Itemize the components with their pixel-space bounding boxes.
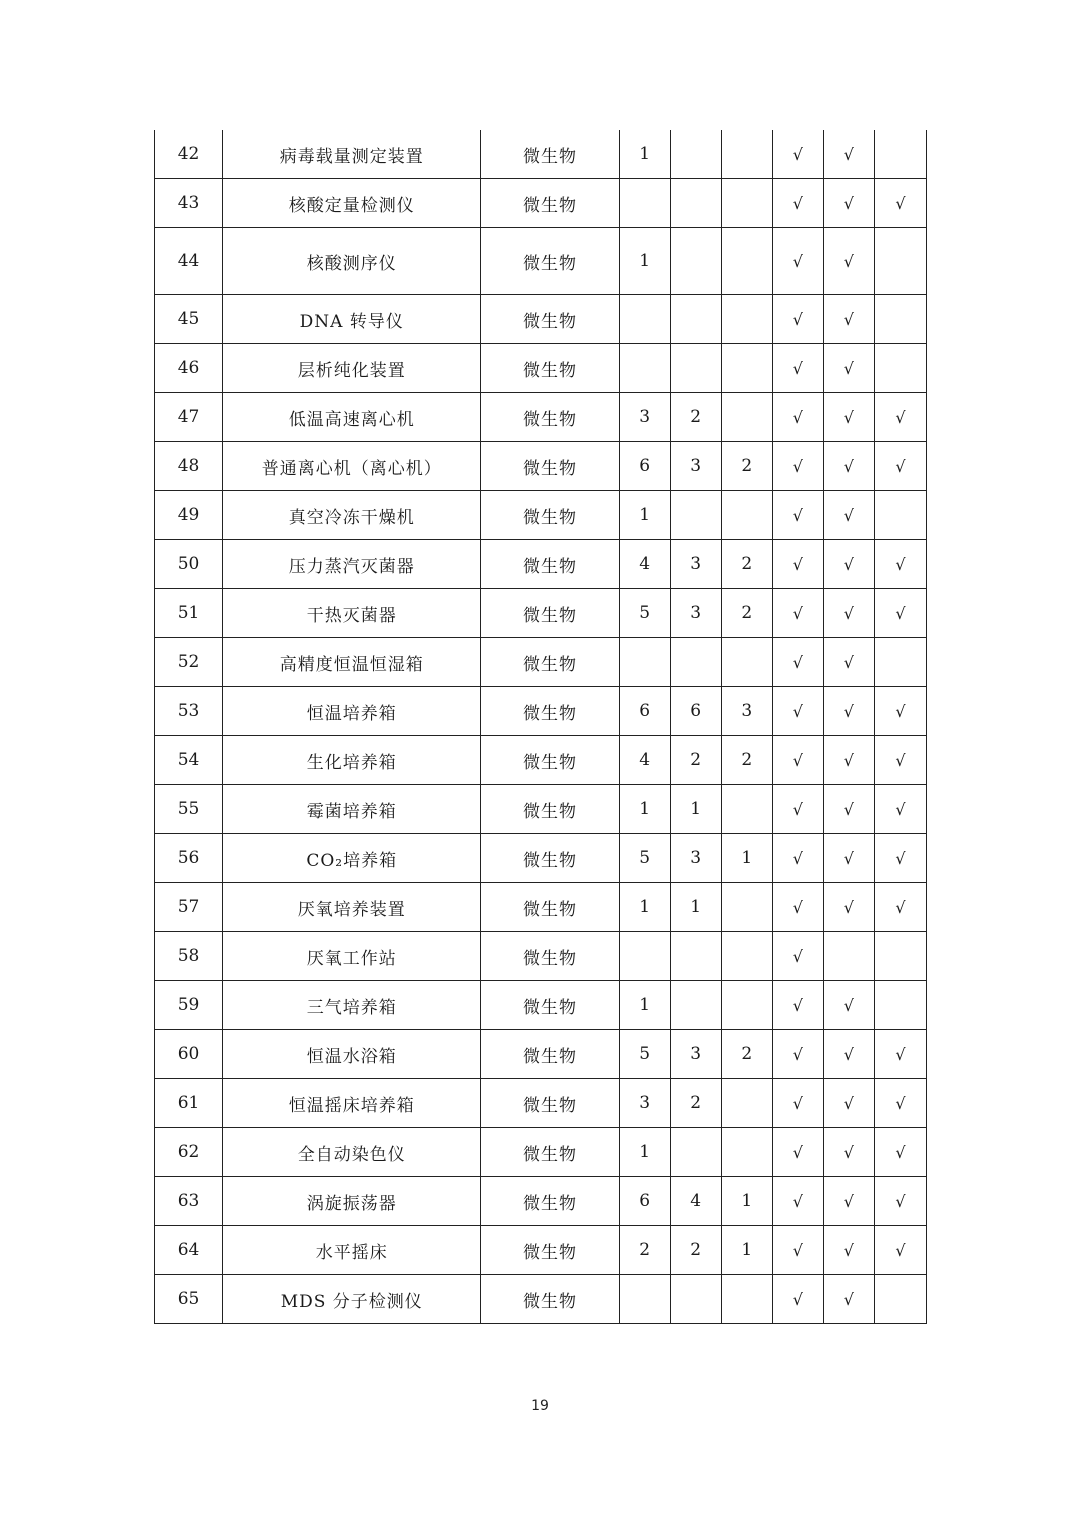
checkmark-cell-2: √	[823, 736, 874, 785]
checkmark-cell-2: √	[823, 834, 874, 883]
row-number-cell: 62	[155, 1128, 223, 1177]
category-cell: 微生物	[481, 130, 619, 179]
quantity-cell-3	[721, 295, 772, 344]
quantity-cell-3	[721, 1079, 772, 1128]
quantity-cell-2: 6	[670, 687, 721, 736]
quantity-cell-3	[721, 1128, 772, 1177]
category-cell: 微生物	[481, 932, 619, 981]
checkmark-cell-2: √	[823, 179, 874, 228]
category-cell: 微生物	[481, 1177, 619, 1226]
checkmark-cell-1: √	[772, 130, 823, 179]
checkmark-cell-1: √	[772, 344, 823, 393]
row-number-cell: 48	[155, 442, 223, 491]
row-number-cell: 58	[155, 932, 223, 981]
quantity-cell-2: 1	[670, 785, 721, 834]
quantity-cell-1: 1	[619, 883, 670, 932]
table-row	[155, 638, 927, 687]
row-number-cell: 52	[155, 638, 223, 687]
category-cell: 微生物	[481, 344, 619, 393]
quantity-cell-1: 2	[619, 1226, 670, 1275]
checkmark-cell-3: √	[874, 1177, 926, 1226]
quantity-cell-3	[721, 981, 772, 1030]
category-cell: 微生物	[481, 589, 619, 638]
category-cell: 微生物	[481, 1226, 619, 1275]
checkmark-cell-1: √	[772, 981, 823, 1030]
row-number-cell: 56	[155, 834, 223, 883]
quantity-cell-1: 5	[619, 589, 670, 638]
table-row	[155, 228, 927, 295]
quantity-cell-1: 4	[619, 540, 670, 589]
quantity-cell-1	[619, 1275, 670, 1324]
checkmark-cell-1: √	[772, 1226, 823, 1275]
quantity-cell-3: 1	[721, 1177, 772, 1226]
quantity-cell-2: 2	[670, 736, 721, 785]
checkmark-cell-2: √	[823, 1177, 874, 1226]
category-cell: 微生物	[481, 179, 619, 228]
quantity-cell-1: 1	[619, 491, 670, 540]
equipment-name-cell: 干热灭菌器	[223, 589, 481, 638]
quantity-cell-3	[721, 228, 772, 295]
category-cell: 微生物	[481, 785, 619, 834]
table-row	[155, 179, 927, 228]
table-row	[155, 442, 927, 491]
row-number-cell: 42	[155, 130, 223, 179]
quantity-cell-2: 3	[670, 540, 721, 589]
equipment-name-cell: 真空冷冻干燥机	[223, 491, 481, 540]
quantity-cell-3	[721, 932, 772, 981]
checkmark-cell-3: √	[874, 1030, 926, 1079]
checkmark-cell-2: √	[823, 442, 874, 491]
table-row	[155, 1275, 927, 1324]
checkmark-cell-3: √	[874, 834, 926, 883]
table-row	[155, 295, 927, 344]
quantity-cell-3	[721, 491, 772, 540]
checkmark-cell-1: √	[772, 932, 823, 981]
quantity-cell-3: 3	[721, 687, 772, 736]
equipment-name-cell: 恒温摇床培养箱	[223, 1079, 481, 1128]
checkmark-cell-2: √	[823, 1275, 874, 1324]
row-number-cell: 46	[155, 344, 223, 393]
quantity-cell-2	[670, 932, 721, 981]
checkmark-cell-1: √	[772, 785, 823, 834]
table-row	[155, 883, 927, 932]
category-cell: 微生物	[481, 1275, 619, 1324]
quantity-cell-2: 3	[670, 589, 721, 638]
quantity-cell-2: 3	[670, 834, 721, 883]
quantity-cell-3	[721, 130, 772, 179]
table-row	[155, 736, 927, 785]
quantity-cell-3	[721, 179, 772, 228]
row-number-cell: 64	[155, 1226, 223, 1275]
quantity-cell-1: 1	[619, 228, 670, 295]
table-row	[155, 932, 927, 981]
quantity-cell-3: 2	[721, 442, 772, 491]
category-cell: 微生物	[481, 981, 619, 1030]
quantity-cell-2	[670, 491, 721, 540]
quantity-cell-2	[670, 179, 721, 228]
quantity-cell-1: 3	[619, 393, 670, 442]
equipment-name-cell: CO₂培养箱	[223, 834, 481, 883]
checkmark-cell-3	[874, 295, 926, 344]
quantity-cell-2: 2	[670, 1079, 721, 1128]
equipment-name-cell: 三气培养箱	[223, 981, 481, 1030]
table-row	[155, 785, 927, 834]
quantity-cell-2: 4	[670, 1177, 721, 1226]
quantity-cell-1: 1	[619, 130, 670, 179]
equipment-name-cell: 普通离心机（离心机）	[223, 442, 481, 491]
quantity-cell-2	[670, 1128, 721, 1177]
checkmark-cell-3: √	[874, 1226, 926, 1275]
row-number-cell: 57	[155, 883, 223, 932]
quantity-cell-3: 2	[721, 540, 772, 589]
checkmark-cell-2: √	[823, 295, 874, 344]
checkmark-cell-3: √	[874, 179, 926, 228]
checkmark-cell-1: √	[772, 1079, 823, 1128]
category-cell: 微生物	[481, 1128, 619, 1177]
quantity-cell-1: 1	[619, 1128, 670, 1177]
category-cell: 微生物	[481, 1079, 619, 1128]
checkmark-cell-2: √	[823, 883, 874, 932]
row-number-cell: 49	[155, 491, 223, 540]
table-row	[155, 1177, 927, 1226]
checkmark-cell-2	[823, 932, 874, 981]
equipment-name-cell: 厌氧工作站	[223, 932, 481, 981]
row-number-cell: 45	[155, 295, 223, 344]
equipment-name-cell: 厌氧培养装置	[223, 883, 481, 932]
equipment-name-cell: DNA 转导仪	[223, 295, 481, 344]
checkmark-cell-3	[874, 344, 926, 393]
checkmark-cell-3: √	[874, 785, 926, 834]
checkmark-cell-3: √	[874, 1128, 926, 1177]
quantity-cell-2	[670, 130, 721, 179]
table-row	[155, 834, 927, 883]
row-number-cell: 43	[155, 179, 223, 228]
row-number-cell: 55	[155, 785, 223, 834]
checkmark-cell-1: √	[772, 883, 823, 932]
checkmark-cell-2: √	[823, 491, 874, 540]
equipment-name-cell: 压力蒸汽灭菌器	[223, 540, 481, 589]
quantity-cell-1: 5	[619, 1030, 670, 1079]
row-number-cell: 53	[155, 687, 223, 736]
category-cell: 微生物	[481, 736, 619, 785]
checkmark-cell-3: √	[874, 540, 926, 589]
quantity-cell-1: 1	[619, 981, 670, 1030]
checkmark-cell-3	[874, 981, 926, 1030]
checkmark-cell-1: √	[772, 834, 823, 883]
checkmark-cell-1: √	[772, 442, 823, 491]
equipment-name-cell: 生化培养箱	[223, 736, 481, 785]
table-row	[155, 1079, 927, 1128]
table-row	[155, 1128, 927, 1177]
equipment-name-cell: 病毒载量测定装置	[223, 130, 481, 179]
checkmark-cell-3: √	[874, 393, 926, 442]
checkmark-cell-2: √	[823, 687, 874, 736]
category-cell: 微生物	[481, 540, 619, 589]
checkmark-cell-2: √	[823, 1030, 874, 1079]
row-number-cell: 44	[155, 228, 223, 295]
table-row	[155, 1226, 927, 1275]
equipment-name-cell: MDS 分子检测仪	[223, 1275, 481, 1324]
equipment-name-cell: 层析纯化装置	[223, 344, 481, 393]
checkmark-cell-3: √	[874, 883, 926, 932]
quantity-cell-1: 5	[619, 834, 670, 883]
checkmark-cell-1: √	[772, 589, 823, 638]
quantity-cell-2: 3	[670, 1030, 721, 1079]
quantity-cell-2: 2	[670, 393, 721, 442]
checkmark-cell-2: √	[823, 393, 874, 442]
checkmark-cell-2: √	[823, 540, 874, 589]
page-number: 19	[531, 1398, 549, 1414]
checkmark-cell-3: √	[874, 589, 926, 638]
checkmark-cell-3	[874, 130, 926, 179]
quantity-cell-3: 2	[721, 736, 772, 785]
row-number-cell: 51	[155, 589, 223, 638]
quantity-cell-1	[619, 344, 670, 393]
row-number-cell: 61	[155, 1079, 223, 1128]
table-row	[155, 687, 927, 736]
row-number-cell: 59	[155, 981, 223, 1030]
equipment-name-cell: 恒温水浴箱	[223, 1030, 481, 1079]
quantity-cell-3: 2	[721, 1030, 772, 1079]
quantity-cell-3: 1	[721, 834, 772, 883]
quantity-cell-2: 2	[670, 1226, 721, 1275]
quantity-cell-2: 3	[670, 442, 721, 491]
quantity-cell-1	[619, 179, 670, 228]
quantity-cell-3	[721, 1275, 772, 1324]
checkmark-cell-2: √	[823, 344, 874, 393]
category-cell: 微生物	[481, 1030, 619, 1079]
quantity-cell-3: 1	[721, 1226, 772, 1275]
quantity-cell-1: 4	[619, 736, 670, 785]
table-row	[155, 589, 927, 638]
table-row	[155, 491, 927, 540]
checkmark-cell-3: √	[874, 1079, 926, 1128]
table-body	[155, 130, 927, 1324]
checkmark-cell-2: √	[823, 785, 874, 834]
table-row	[155, 540, 927, 589]
equipment-name-cell: 核酸定量检测仪	[223, 179, 481, 228]
equipment-name-cell: 高精度恒温恒湿箱	[223, 638, 481, 687]
checkmark-cell-2: √	[823, 981, 874, 1030]
quantity-cell-1	[619, 295, 670, 344]
checkmark-cell-3: √	[874, 442, 926, 491]
checkmark-cell-2: √	[823, 1079, 874, 1128]
quantity-cell-3: 2	[721, 589, 772, 638]
checkmark-cell-1: √	[772, 393, 823, 442]
quantity-cell-1: 1	[619, 785, 670, 834]
category-cell: 微生物	[481, 687, 619, 736]
category-cell: 微生物	[481, 295, 619, 344]
checkmark-cell-2: √	[823, 589, 874, 638]
checkmark-cell-1: √	[772, 1275, 823, 1324]
checkmark-cell-1: √	[772, 179, 823, 228]
row-number-cell: 65	[155, 1275, 223, 1324]
equipment-name-cell: 全自动染色仪	[223, 1128, 481, 1177]
row-number-cell: 47	[155, 393, 223, 442]
checkmark-cell-2: √	[823, 130, 874, 179]
category-cell: 微生物	[481, 228, 619, 295]
quantity-cell-2	[670, 1275, 721, 1324]
equipment-name-cell: 霉菌培养箱	[223, 785, 481, 834]
checkmark-cell-1: √	[772, 1177, 823, 1226]
category-cell: 微生物	[481, 491, 619, 540]
checkmark-cell-2: √	[823, 638, 874, 687]
checkmark-cell-3: √	[874, 687, 926, 736]
table-row	[155, 981, 927, 1030]
quantity-cell-2	[670, 981, 721, 1030]
checkmark-cell-3	[874, 932, 926, 981]
category-cell: 微生物	[481, 883, 619, 932]
quantity-cell-2	[670, 295, 721, 344]
checkmark-cell-3	[874, 1275, 926, 1324]
quantity-cell-3	[721, 344, 772, 393]
checkmark-cell-3	[874, 228, 926, 295]
checkmark-cell-3: √	[874, 736, 926, 785]
checkmark-cell-1: √	[772, 1128, 823, 1177]
checkmark-cell-1: √	[772, 295, 823, 344]
quantity-cell-1	[619, 638, 670, 687]
table-row	[155, 1030, 927, 1079]
checkmark-cell-1: √	[772, 638, 823, 687]
table-row	[155, 130, 927, 179]
checkmark-cell-2: √	[823, 1226, 874, 1275]
checkmark-cell-3	[874, 491, 926, 540]
row-number-cell: 50	[155, 540, 223, 589]
quantity-cell-2	[670, 344, 721, 393]
quantity-cell-3	[721, 638, 772, 687]
quantity-cell-1: 3	[619, 1079, 670, 1128]
category-cell: 微生物	[481, 442, 619, 491]
table-row	[155, 344, 927, 393]
checkmark-cell-1: √	[772, 228, 823, 295]
checkmark-cell-1: √	[772, 491, 823, 540]
quantity-cell-2: 1	[670, 883, 721, 932]
equipment-name-cell: 低温高速离心机	[223, 393, 481, 442]
equipment-name-cell: 恒温培养箱	[223, 687, 481, 736]
checkmark-cell-1: √	[772, 1030, 823, 1079]
row-number-cell: 54	[155, 736, 223, 785]
quantity-cell-3	[721, 393, 772, 442]
quantity-cell-2	[670, 638, 721, 687]
quantity-cell-2	[670, 228, 721, 295]
checkmark-cell-1: √	[772, 736, 823, 785]
table-row	[155, 393, 927, 442]
checkmark-cell-1: √	[772, 687, 823, 736]
checkmark-cell-1: √	[772, 540, 823, 589]
quantity-cell-1: 6	[619, 1177, 670, 1226]
quantity-cell-3	[721, 883, 772, 932]
equipment-name-cell: 涡旋振荡器	[223, 1177, 481, 1226]
equipment-name-cell: 水平摇床	[223, 1226, 481, 1275]
category-cell: 微生物	[481, 638, 619, 687]
checkmark-cell-2: √	[823, 228, 874, 295]
category-cell: 微生物	[481, 834, 619, 883]
category-cell: 微生物	[481, 393, 619, 442]
equipment-table	[154, 130, 927, 1324]
quantity-cell-1	[619, 932, 670, 981]
quantity-cell-3	[721, 785, 772, 834]
quantity-cell-1: 6	[619, 442, 670, 491]
checkmark-cell-3	[874, 638, 926, 687]
row-number-cell: 63	[155, 1177, 223, 1226]
quantity-cell-1: 6	[619, 687, 670, 736]
row-number-cell: 60	[155, 1030, 223, 1079]
equipment-name-cell: 核酸测序仪	[223, 228, 481, 295]
checkmark-cell-2: √	[823, 1128, 874, 1177]
